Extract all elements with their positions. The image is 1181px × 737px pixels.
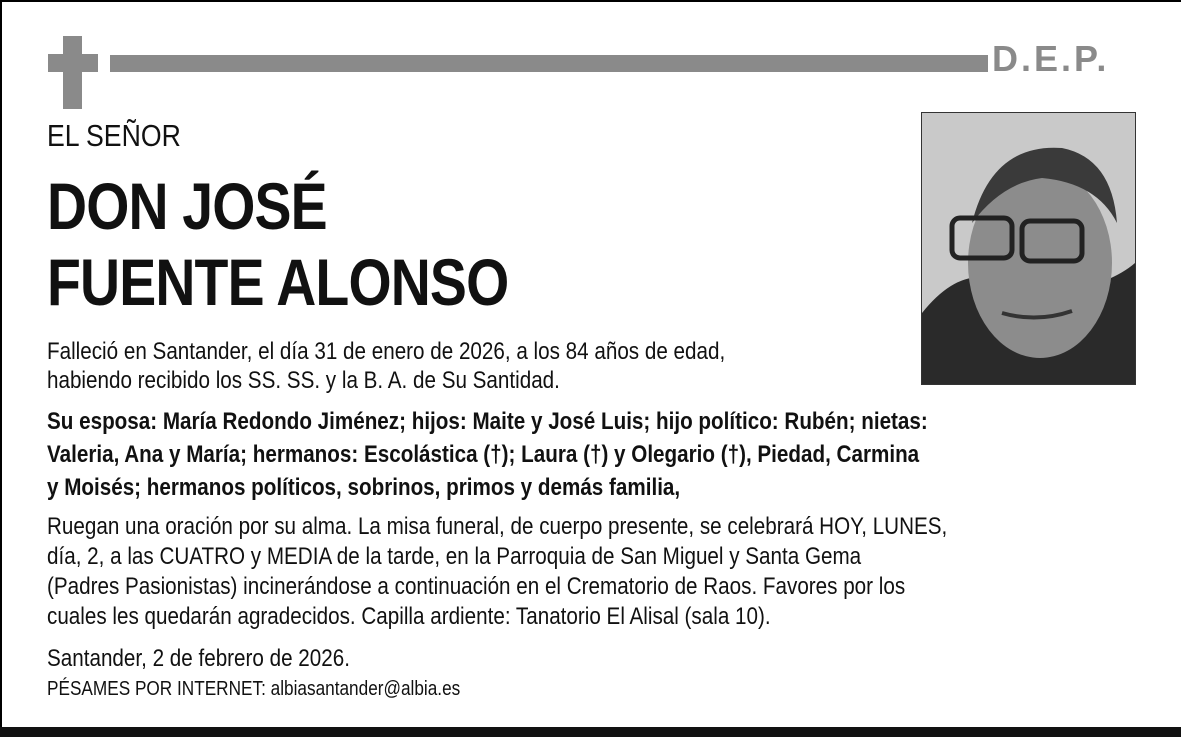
cross-horizontal [48,54,98,72]
header-rule [110,55,988,72]
border-top [0,0,1181,2]
service-line: Ruegan una oración por su alma. La misa funeral, de cuerpo presente, se celebrará HOY, LUNES, [47,513,948,540]
family-line: Valeria, Ana y María; hermanos: Escolástica (†); Laura (†) y Olegario (†), Piedad, Carmina [47,441,920,468]
death-notice-line: Falleció en Santander, el día 31 de enero de 2026, a los 84 años de edad, [47,338,726,365]
portrait-photo [921,112,1136,385]
place-date: Santander, 2 de febrero de 2026. [47,645,350,672]
death-notice-line: habiendo recibido los SS. SS. y la B. A. de Su Santidad. [47,367,560,394]
service-line: día, 2, a las CUATRO y MEDIA de la tarde, en la Parroquia de San Miguel y Santa Gema [47,543,862,570]
dep-label: D.E.P. [992,38,1110,79]
honorific: EL SEÑOR [47,118,181,153]
service-line: cuales les quedarán agradecidos. Capilla ardiente: Tanatorio El Alisal (sala 10). [47,603,771,630]
deceased-name-line1: DON JOSÉ [47,169,327,243]
service-line: (Padres Pasionistas) incinerándose a continuación en el Crematorio de Raos. Favores por los [47,573,906,600]
cross-vertical [63,36,82,109]
border-left [0,0,2,737]
border-bottom [0,727,1181,737]
family-line: Su esposa: María Redondo Jiménez; hijos: Maite y José Luis; hijo político: Rubén; nietas: [47,408,928,435]
deceased-name-line2: FUENTE ALONSO [47,245,509,319]
condolences-contact: PÉSAMES POR INTERNET: albiasantander@albia.es [47,678,461,700]
family-line: y Moisés; hermanos políticos, sobrinos, primos y demás familia, [47,474,681,501]
